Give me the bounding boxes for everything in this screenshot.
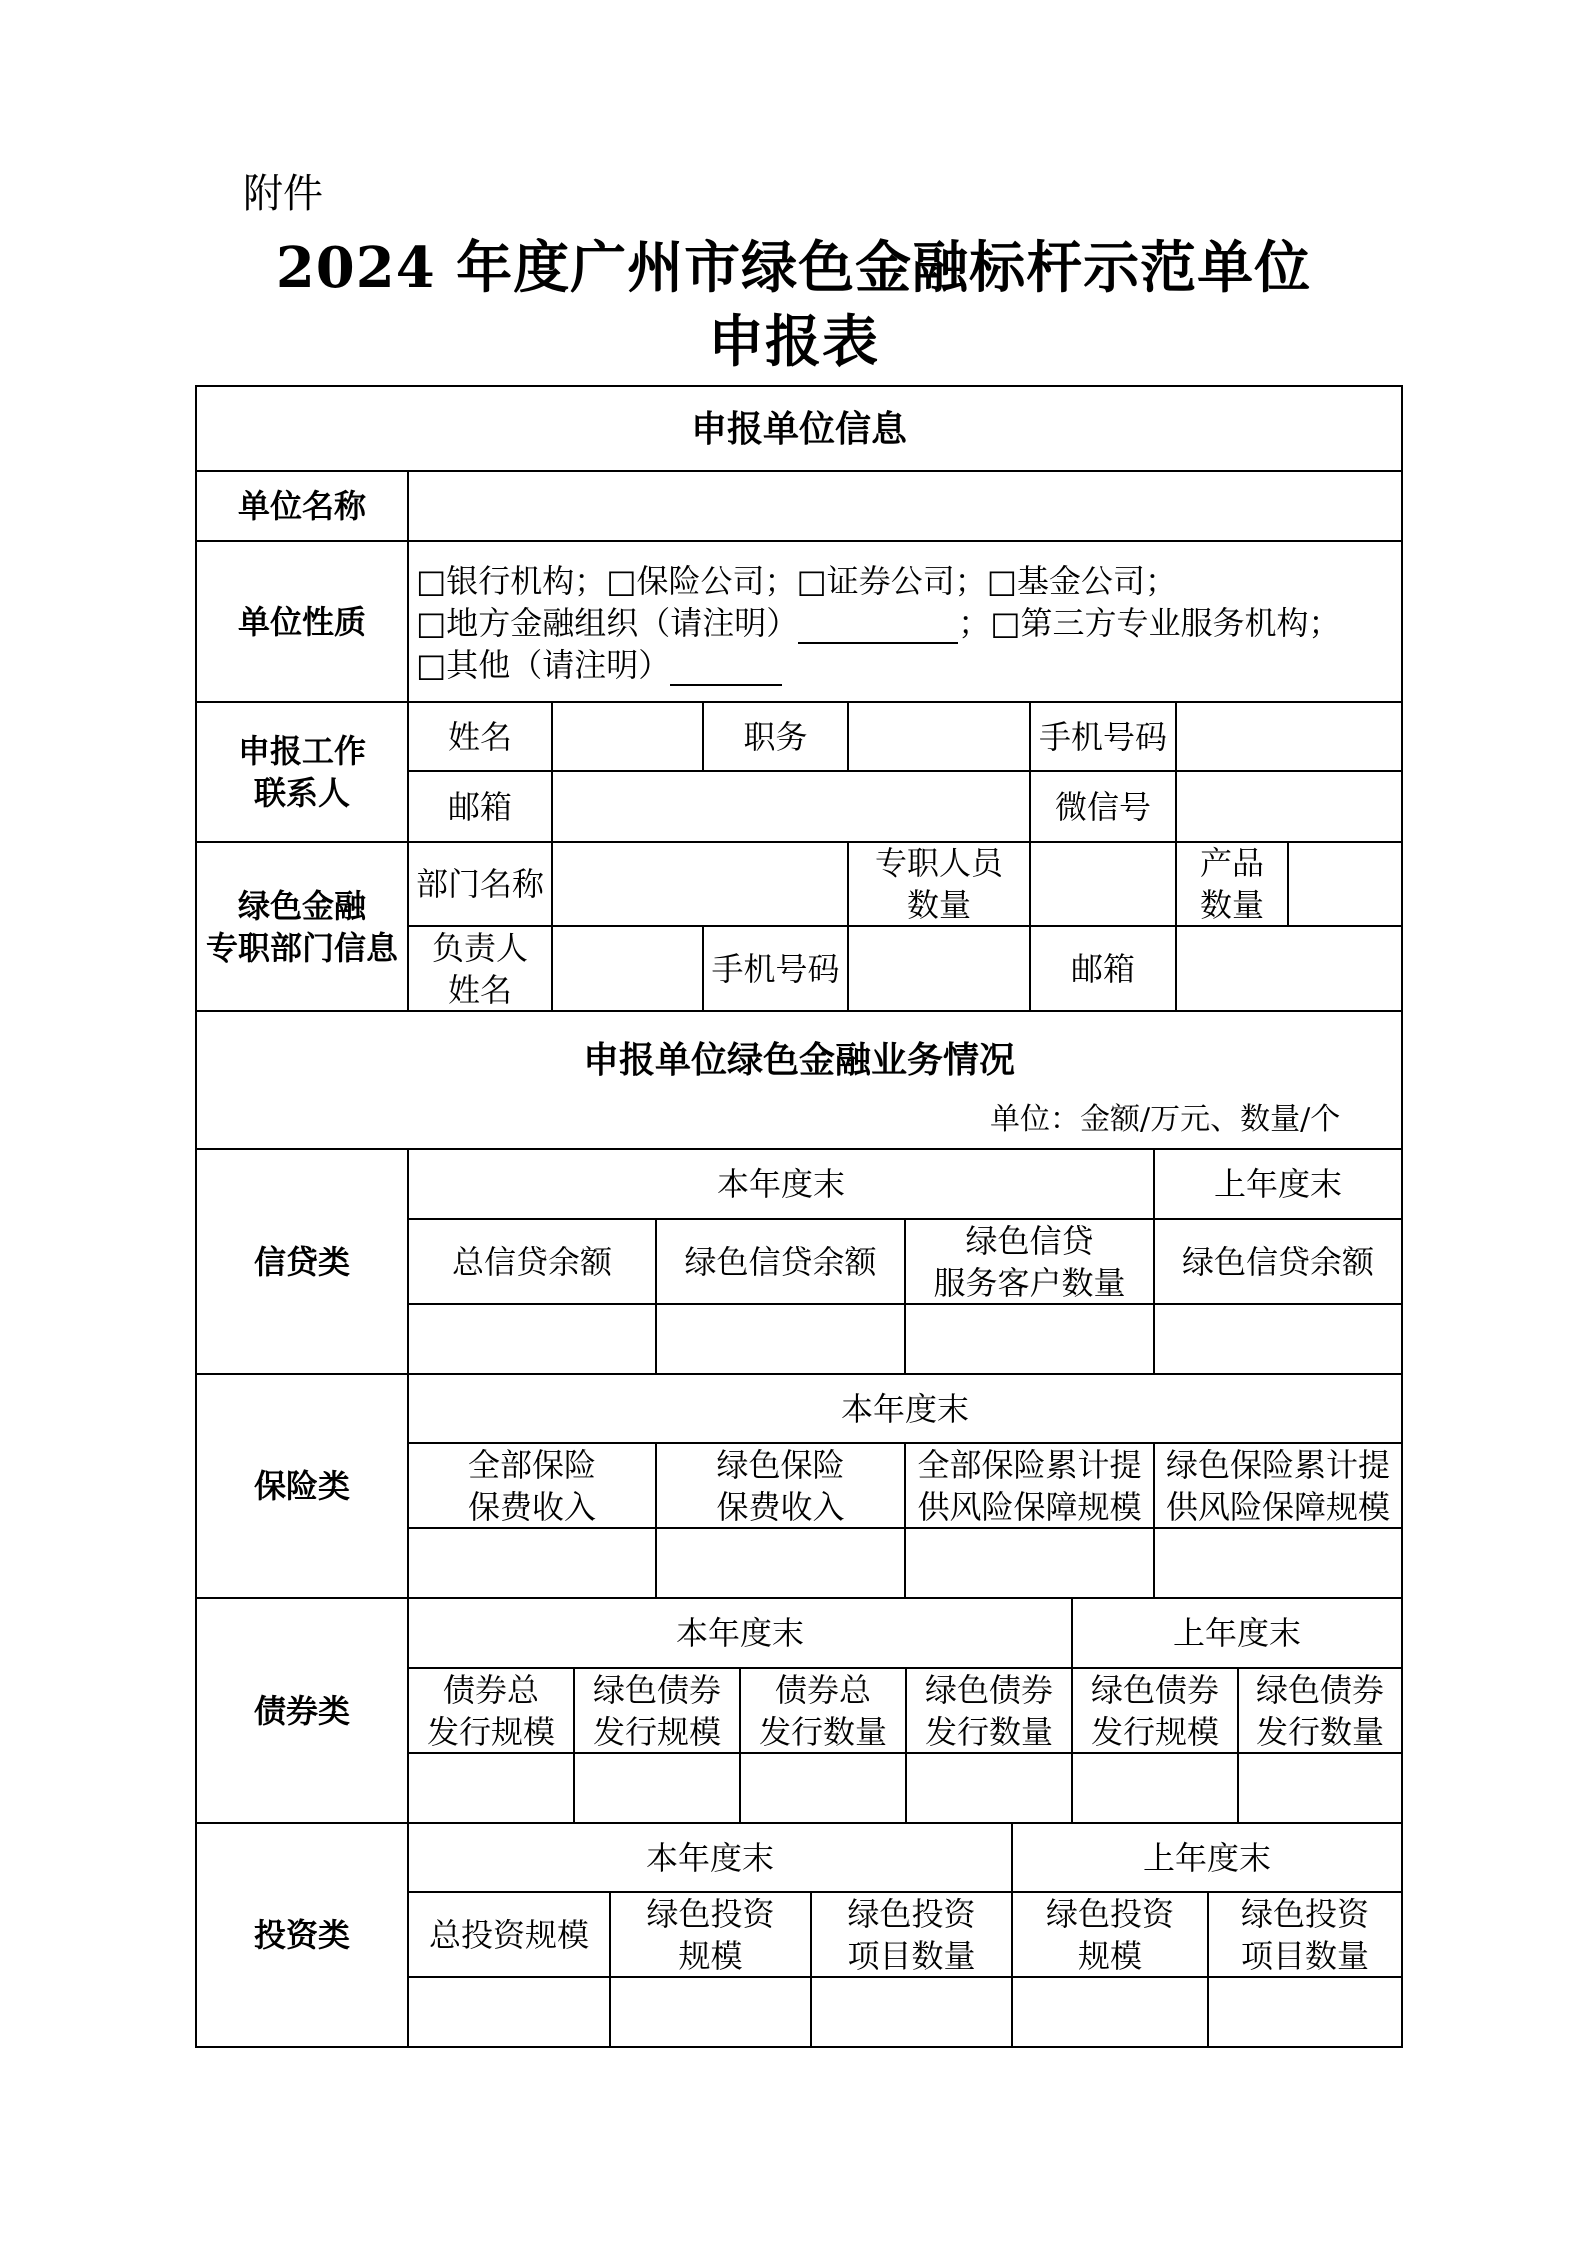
staff-count-field[interactable]: [1031, 843, 1175, 925]
bonds-field-6[interactable]: [1239, 1754, 1401, 1822]
dept-email-label: 邮箱: [1070, 949, 1135, 988]
contact-position-label: 职务: [743, 717, 808, 756]
unit-type-row-2[interactable]: [416, 602, 1341, 644]
attachment-label: 附件: [243, 171, 323, 217]
contact-name-field[interactable]: [553, 703, 702, 770]
form-title: 2024 年度广州市绿色金融标杆示范单位: [275, 235, 1312, 301]
credit-col-4: 绿色信贷余额: [1181, 1242, 1374, 1281]
investment-current-header: 本年度末: [645, 1838, 774, 1877]
insurance-field-4[interactable]: [1155, 1529, 1401, 1597]
investment-previous-header: 上年度末: [1142, 1838, 1271, 1877]
contact-label: 申报工作 联系人: [237, 732, 366, 812]
credit-current-header: 本年度末: [716, 1165, 845, 1203]
form-subtitle: 申报表: [708, 309, 879, 375]
local-finance-option[interactable]: □地方金融组织（请注明）: [416, 604, 799, 642]
investment-col-3: 绿色投资 项目数量: [847, 1894, 976, 1975]
contact-wechat-field[interactable]: [1177, 772, 1401, 841]
contact-name-label: 姓名: [447, 717, 512, 756]
investment-col-4: 绿色投资 规模: [1045, 1894, 1174, 1975]
investment-col-1: 总投资规模: [428, 1915, 589, 1954]
investment-label: 投资类: [253, 1916, 350, 1954]
investment-field-2[interactable]: [611, 1978, 810, 2046]
dept-name-field[interactable]: [553, 843, 847, 925]
insurance-field-1[interactable]: [409, 1529, 655, 1597]
dept-head-name-label: 负责人 姓名: [431, 928, 528, 1009]
unit-note: 单位：金额/万元、数量/个: [990, 1102, 1341, 1137]
credit-field-2[interactable]: [657, 1305, 904, 1373]
contact-mobile-field[interactable]: [1177, 703, 1401, 770]
credit-field-4[interactable]: [1155, 1305, 1401, 1373]
investment-col-5: 绿色投资 项目数量: [1240, 1894, 1369, 1975]
unit-type-options[interactable]: [416, 560, 1341, 686]
insurance-col-2: 绿色保险 保费收入: [716, 1445, 845, 1526]
third-party-option[interactable]: ；□第三方专业服务机构；: [958, 604, 1341, 642]
credit-field-3[interactable]: [906, 1305, 1153, 1373]
bonds-previous-header: 上年度末: [1172, 1614, 1301, 1652]
info-section-header: 申报单位信息: [690, 407, 907, 450]
bonds-col-2: 绿色债券 发行规模: [592, 1670, 721, 1751]
bonds-field-4[interactable]: [907, 1754, 1071, 1822]
other-option[interactable]: □其他（请注明）: [416, 646, 671, 684]
unit-type-row-1[interactable]: □银行机构；□保险公司；□证券公司；□基金公司；: [416, 562, 1177, 600]
insurance-field-3[interactable]: [906, 1529, 1153, 1597]
insurance-current-header: 本年度末: [840, 1389, 969, 1428]
staff-count-label: 专职人员 数量: [874, 844, 1003, 924]
contact-email-field[interactable]: [553, 772, 1029, 841]
dept-name-label: 部门名称: [415, 865, 544, 903]
credit-col-1: 总信贷余额: [451, 1242, 612, 1281]
contact-email-label: 邮箱: [447, 787, 512, 826]
dept-email-field[interactable]: [1177, 927, 1401, 1010]
unit-name-label: 单位名称: [237, 487, 366, 525]
bonds-field-5[interactable]: [1073, 1754, 1237, 1822]
bonds-col-3: 债券总 发行数量: [758, 1670, 887, 1751]
bonds-col-1: 债券总 发行规模: [426, 1670, 555, 1751]
business-section-header: 申报单位绿色金融业务情况: [582, 1039, 1015, 1081]
investment-field-3[interactable]: [812, 1978, 1011, 2046]
contact-mobile-label: 手机号码: [1038, 717, 1167, 756]
bonds-field-2[interactable]: [575, 1754, 739, 1822]
insurance-field-2[interactable]: [657, 1529, 904, 1597]
bonds-col-4: 绿色债券 发行数量: [924, 1670, 1053, 1751]
bonds-field-3[interactable]: [741, 1754, 905, 1822]
credit-field-1[interactable]: [409, 1305, 655, 1373]
bonds-col-5: 绿色债券 发行规模: [1090, 1670, 1219, 1751]
investment-field-4[interactable]: [1013, 1978, 1207, 2046]
bonds-col-6: 绿色债券 发行数量: [1255, 1670, 1384, 1751]
insurance-col-3: 全部保险累计提 供风险保障规模: [917, 1445, 1142, 1526]
unit-type-label: 单位性质: [237, 602, 366, 641]
contact-wechat-label: 微信号: [1054, 787, 1151, 826]
dept-mobile-label: 手机号码: [711, 949, 840, 988]
credit-previous-header: 上年度末: [1213, 1165, 1342, 1203]
investment-field-5[interactable]: [1209, 1978, 1401, 2046]
bonds-field-1[interactable]: [409, 1754, 573, 1822]
credit-col-2: 绿色信贷余额: [684, 1242, 877, 1281]
product-count-label: 产品 数量: [1199, 844, 1264, 924]
insurance-col-4: 绿色保险累计提 供风险保障规模: [1165, 1445, 1390, 1526]
credit-col-3: 绿色信贷 服务客户数量: [933, 1221, 1126, 1302]
insurance-label: 保险类: [253, 1467, 350, 1505]
product-count-field[interactable]: [1289, 843, 1401, 925]
investment-col-2: 绿色投资 规模: [646, 1894, 775, 1975]
bonds-label: 债券类: [253, 1691, 350, 1730]
local-finance-note-blank[interactable]: [798, 610, 958, 644]
dept-mobile-field[interactable]: [849, 927, 1029, 1010]
dept-head-name-field[interactable]: [553, 927, 702, 1010]
investment-field-1[interactable]: [409, 1978, 609, 2046]
insurance-col-1: 全部保险 保费收入: [467, 1445, 596, 1526]
other-note-blank[interactable]: [670, 652, 782, 686]
credit-label: 信贷类: [253, 1242, 350, 1281]
dept-label: 绿色金融 专职部门信息: [205, 886, 398, 967]
unit-name-field[interactable]: [409, 472, 1401, 540]
unit-type-row-3: [416, 644, 1341, 686]
bonds-current-header: 本年度末: [675, 1614, 804, 1652]
contact-position-field[interactable]: [849, 703, 1029, 770]
